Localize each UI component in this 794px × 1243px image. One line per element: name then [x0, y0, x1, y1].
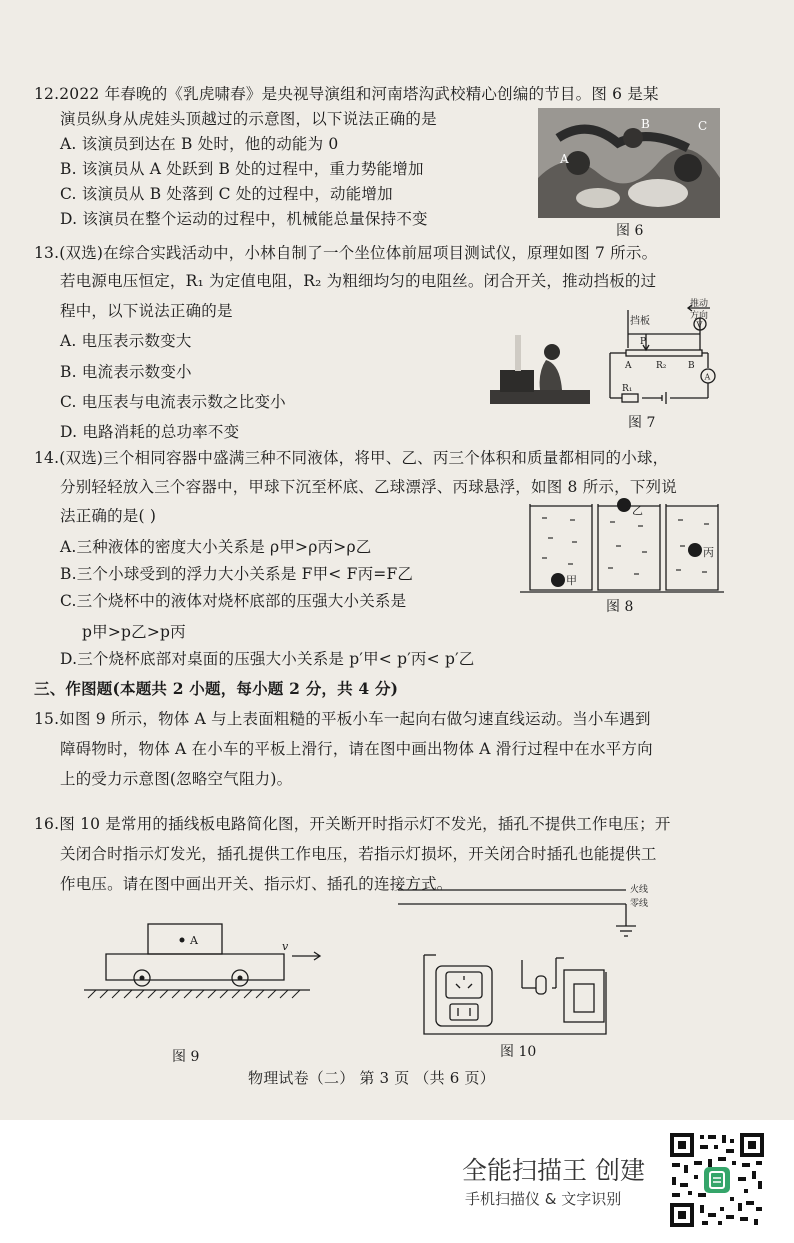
- scanner-brand-sub: 手机扫描仪 & 文字识别: [465, 1190, 622, 1208]
- figure-6-caption: 图 6: [616, 223, 644, 239]
- figure-8-beakers: [520, 496, 724, 596]
- q12-option-b: B. 该演员从 A 处跃到 B 处的过程中，重力势能增加: [60, 160, 424, 178]
- fig6-label-a: A: [560, 152, 569, 166]
- q12-stem-line2: 演员纵身从虎娃头顶越过的示意图，以下说法正确的是: [60, 110, 437, 128]
- q13-option-a: A. 电压表示数变大: [60, 332, 192, 350]
- q12-option-c: C. 该演员从 B 处落到 C 处的过程中，动能增加: [60, 185, 393, 203]
- figure-7-photo: [490, 330, 590, 408]
- q15-stem-line1: 15.如图 9 所示，物体 A 与上表面粗糙的平板小车一起向右做匀速直线运动。当小车遇到: [34, 710, 651, 728]
- figure-6-photo: [538, 108, 720, 218]
- q12-option-a: A. 该演员到达在 B 处时，他的动能为 0: [60, 135, 339, 153]
- q14-option-a: A.三种液体的密度大小关系是 ρ甲>ρ丙>ρ乙: [60, 538, 372, 556]
- fig7-label-baffle: 挡板: [630, 316, 650, 327]
- fig10-label-neutral: 零线: [630, 899, 648, 909]
- figure-7-caption: 图 7: [628, 415, 656, 431]
- figure-9-caption: 图 9: [172, 1049, 200, 1065]
- q12-stem-line1: 12.2022 年春晚的《乳虎啸春》是央视导演组和河南塔沟武校精心创编的节目。图 6 是某: [34, 85, 659, 103]
- figure-10-caption: 图 10: [500, 1044, 537, 1060]
- q14-option-b: B.三个小球受到的浮力大小关系是 F甲< F丙=F乙: [60, 565, 414, 583]
- qr-code-icon: [668, 1131, 766, 1229]
- figure-10-circuit: [398, 880, 648, 1040]
- q14-stem-line3: 法正确的是( ): [60, 507, 157, 525]
- fig9-label-v: v: [282, 940, 289, 953]
- fig8-label-bing: 丙: [703, 546, 714, 559]
- q13-stem-line2: 若电源电压恒定，R₁ 为定值电阻，R₂ 为粗细均匀的电阻丝。闭合开关，推动挡板的过: [60, 272, 657, 290]
- fig8-label-yi: 乙: [632, 504, 643, 517]
- q13-option-c: C. 电压表与电流表示数之比变小: [60, 393, 286, 411]
- fig6-label-c: C: [698, 119, 708, 133]
- fig7-ammeter-label: A: [704, 372, 711, 382]
- q14-stem-line1: 14.(双选)三个相同容器中盛满三种不同液体，将甲、乙、丙三个体积和质量都相同的小球，: [34, 449, 669, 467]
- q13-option-b: B. 电流表示数变小: [60, 363, 192, 381]
- section-3-heading: 三、作图题(本题共 2 小题，每小题 2 分，共 4 分): [34, 679, 399, 698]
- fig7-label-r2: R₂: [656, 361, 667, 371]
- q13-stem-line3: 程中，以下说法正确的是: [60, 302, 233, 320]
- q16-stem-line1: 16.图 10 是常用的插线板电路简化图，开关断开时指示灯不发光，插孔不提供工作电压；开: [34, 815, 671, 833]
- fig9-label-a: A: [190, 934, 198, 947]
- q12-option-d: D. 该演员在整个运动的过程中，机械能总量保持不变: [60, 210, 428, 228]
- q13-option-d: D. 电路消耗的总功率不变: [60, 423, 240, 441]
- fig6-label-b: B: [641, 117, 650, 131]
- q13-stem-line1: 13.(双选)在综合实践活动中，小林自制了一个坐位体前屈项目测试仪，原理如图 7 所示。: [34, 244, 658, 262]
- q15-stem-line2: 障碍物时，物体 A 在小车的平板上滑行，请在图中画出物体 A 滑行过程中在水平方向: [60, 740, 653, 758]
- figure-8-caption: 图 8: [606, 599, 634, 615]
- q14-option-c-line1: C.三个烧杯中的液体对烧杯底部的压强大小关系是: [60, 592, 407, 610]
- q15-stem-line3: 上的受力示意图(忽略空气阻力)。: [60, 770, 293, 788]
- q16-stem-line3: 作电压。请在图中画出开关、指示灯、插孔的连接方式。: [60, 875, 453, 893]
- figure-7-circuit: [608, 298, 718, 408]
- fig7-voltmeter-label: V: [696, 320, 703, 330]
- fig7-label-push2: 方向: [690, 311, 709, 321]
- q14-option-c-line2: p甲>p乙>p丙: [82, 623, 186, 641]
- fig7-label-a: A: [625, 361, 632, 371]
- fig7-label-r1: R₁: [622, 384, 633, 394]
- q16-stem-line2: 关闭合时指示灯发光，插孔提供工作电压，若指示灯损坏，开关闭合时插孔也能提供工: [60, 845, 657, 863]
- fig10-label-live: 火线: [630, 885, 648, 895]
- fig8-label-jia: 甲: [566, 574, 577, 587]
- figure-9-cart: [84, 922, 334, 1032]
- scanner-brand: 全能扫描王 创建: [462, 1156, 645, 1185]
- fig7-label-p: P: [640, 337, 647, 347]
- q14-option-d: D.三个烧杯底部对桌面的压强大小关系是 p′甲< p′丙< p′乙: [60, 650, 475, 668]
- fig7-label-push1: 推动: [690, 299, 709, 309]
- page-footer: 物理试卷（二） 第 3 页 （共 6 页）: [248, 1069, 495, 1087]
- q14-stem-line2: 分别轻轻放入三个容器中，甲球下沉至杯底、乙球漂浮、丙球悬浮，如图 8 所示，下列说: [60, 478, 677, 496]
- fig7-label-b: B: [688, 361, 695, 371]
